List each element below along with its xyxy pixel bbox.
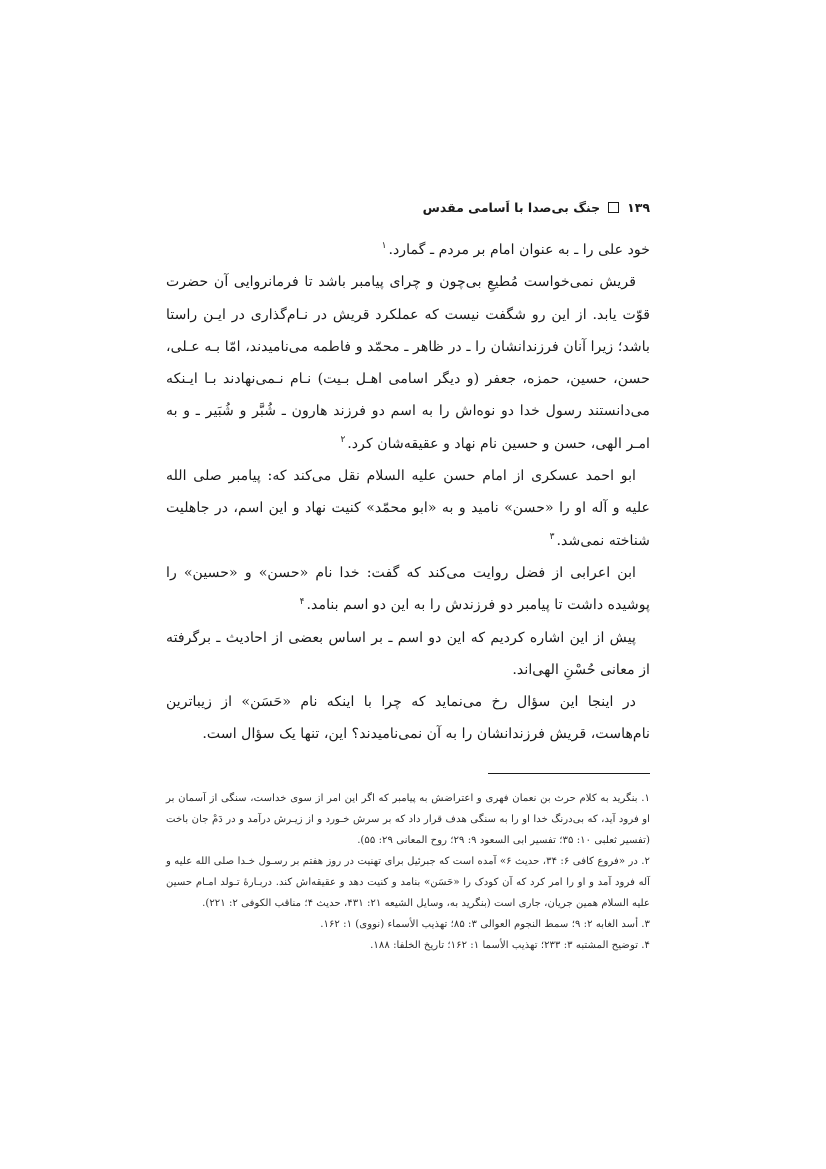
paragraph-text: پیش از این اشاره کردیم که این دو اسم ـ بر اساس بعضی از احادیث ـ برگرفته از معانی حُسْنِ الهی‌اند.	[166, 629, 650, 678]
paragraph-text: در اینجا این سؤال رخ می‌نماید که چرا با اینکه نام «حَسَن» از زیباترین نام‌هاست، قریش فرزندانشان را به آن نمی‌نامیدند؟ این، تنها یک سؤال است.	[166, 694, 650, 743]
paragraph-text: قریش نمی‌خواست مُطیعِ بی‌چون و چرای پیامبر باشد تا فرمانروایی آن حضرت قوّت یابد. از این رو شگفت نیست که عملکرد قریش در نـام‌گذاری در ایـن راستا باشد؛ زیرا آنان فرزندانشان را ـ در ظاهر ـ محمّد و فاطمه می‌نامیدند، امّا بـه عـلی، حسن، حسین، حمزه، جعفر (و دیگر اسامی اهـل بـیت) نـام نـمی‌نهادند بـا ایـنکه می‌دانستند رسول خدا دو نوه‌اش را به اسم دو فرزند هارون ـ شُبَّر و شُبَیر ـ و به امـر الهی، حسن و حسین نام نهاد و عقیقه‌شان کرد.	[166, 274, 650, 452]
footnote-ref: ۱	[381, 241, 387, 252]
body-text	[166, 234, 650, 751]
paragraph	[166, 460, 650, 557]
paragraph	[166, 557, 650, 622]
page-number: ۱۳۹	[627, 199, 650, 215]
paragraph-text: خود علی را ـ به عنوان امام بر مردم ـ گمارد.	[388, 242, 650, 258]
square-icon	[608, 202, 619, 213]
paragraph	[166, 234, 650, 266]
footnote-ref: ۴	[299, 596, 305, 607]
footnote-ref: ۳	[549, 531, 555, 542]
paragraph	[166, 686, 650, 751]
footnote: ۳. أسد الغابه ۲: ۹؛ سمط النجوم العوالی ۳: ۸۵؛ تهذیب الأسماء (نووی) ۱: ۱۶۲.	[320, 918, 650, 930]
running-head	[166, 196, 650, 218]
paragraph-text: ابو احمد عسکری از امام حسن علیه السلام نقل می‌کند که: پیامبر صلی الله علیه و آله او را «حسن» نامید و به «ابو محمّد» کنیت نهاد و این اسم، در جاهلیت شناخته نمی‌شد.	[166, 468, 650, 549]
footnote-divider	[488, 773, 650, 774]
paragraph-text: ابن اعرابی از فضل روایت می‌کند که گفت: خدا نام «حسن» و «حسین» را پوشیده داشت تا پیامبر دو فرزندش را به این دو اسم بنامد.	[166, 564, 650, 614]
paragraph	[166, 266, 650, 460]
footnote-ref: ۲	[340, 435, 346, 446]
footnote: ۱. بنگرید به کلام حرث بن نعمان فهری و اعتراضش به پیامبر که اگر این امر از سوی خداست، سنگی از آسمان بر او فرود آید، که بی‌درنگ خدا او را به سنگی هدف قرار داد که بر سرش خـورد و از زیـرش درآمد و در دَمْ جان باخت (تفسیر ثعلبی ۱۰: ۳۵؛ تفسیر ابی السعود ۹: ۲۹؛ روح المعانی ۲۹: ۵۵).	[166, 792, 650, 846]
chapter-title: جنگ بی‌صدا با اَسامی مقدس	[422, 199, 601, 215]
paragraph	[166, 622, 650, 687]
footnote: ۲. در «فروع کافی ۶: ۳۴، حدیث ۶» آمده است که جبرئیل برای تهنیت در روز هفتم بر رسـول خـدا صلی الله علیه و آله فرود آمد و او را امر کرد که آن کودک را «حَسَن» بنامد و کنیت دهد و عقیقه‌اش کند. دربـارهٔ تـولد امـام حسین علیه السلام همین جریان، جاری است (بنگرید به، وسایل الشیعه ۲۱: ۴۳۱، حدیث ۴؛ مناقب الکوفی ۲: ۲۲۱).	[166, 855, 651, 909]
book-page	[166, 196, 650, 956]
footnote: ۴. توضیح المشتبه ۳: ۲۳۳؛ تهذیب الأسما ۱: ۱۶۲؛ تاریخ الخلفا: ۱۸۸.	[370, 939, 650, 951]
footnotes	[166, 788, 650, 956]
